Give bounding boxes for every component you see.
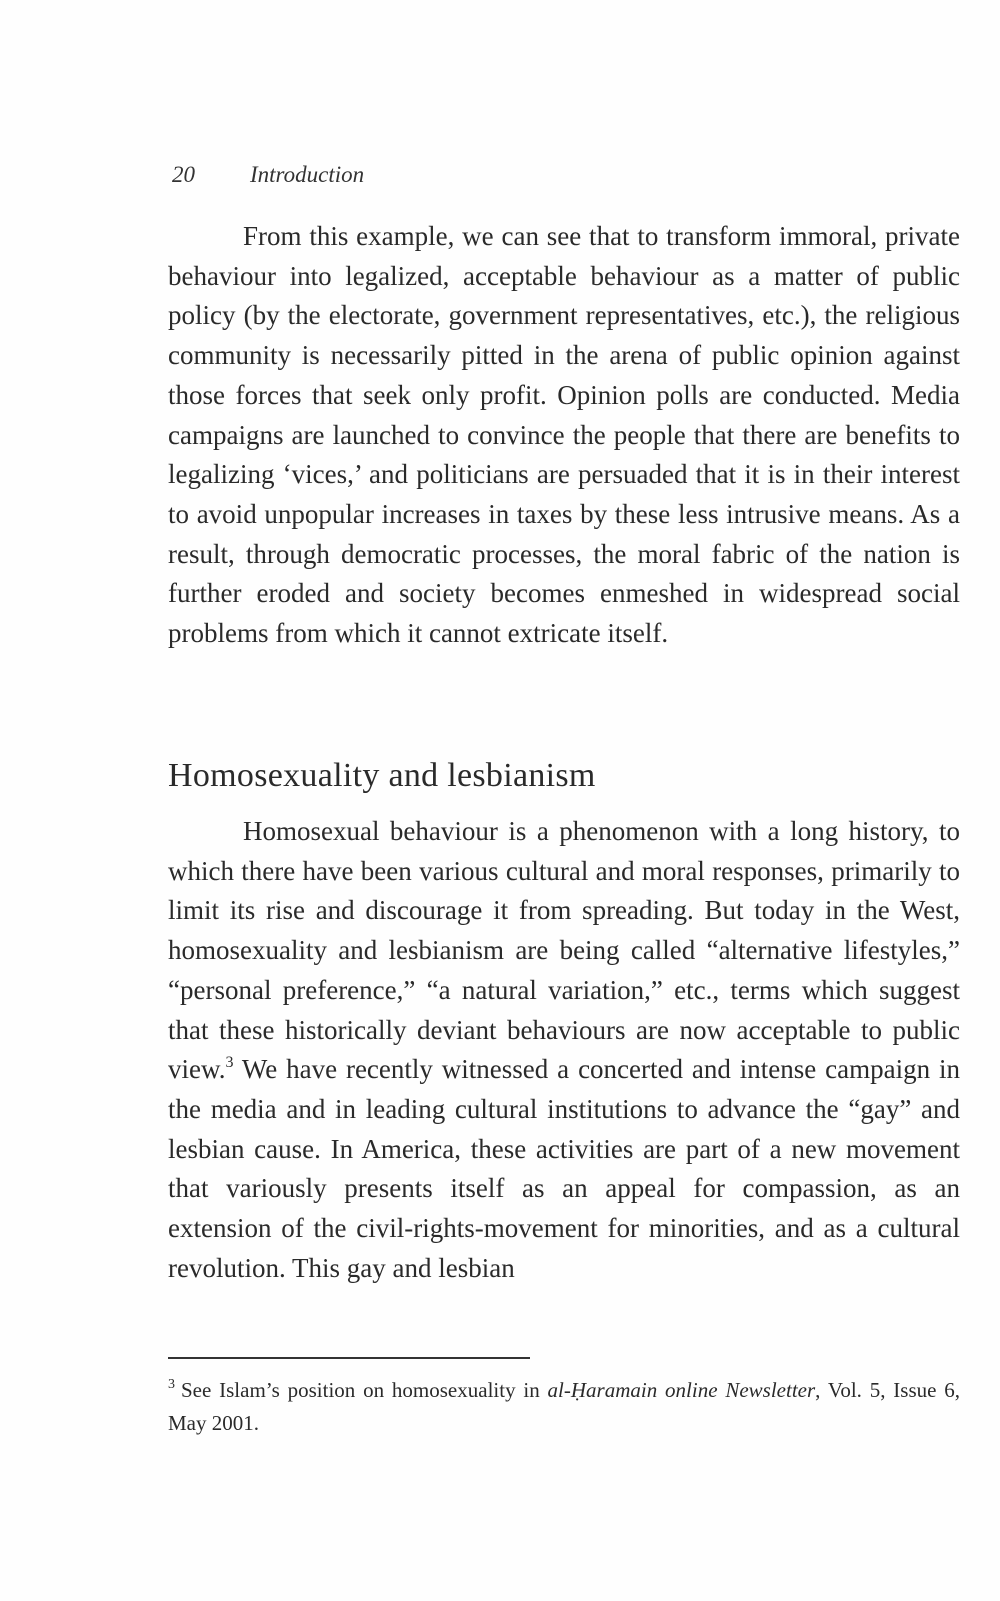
- section-title: Introduction: [250, 162, 365, 187]
- page-number: 20: [172, 162, 195, 187]
- body-paragraph-2: [168, 812, 960, 1288]
- body-paragraph-1: From this example, we can see that to transform immoral, private behaviour into legalized, acceptable behaviour as a matter of public policy (by the electorate, government representatives, etc.), the religious community is necessarily pitted in the arena of public opinion against those forces that seek only profit. Opinion polls are conducted. Media campaigns are launched to convince the people that there are benefits to legalizing ‘vices,’ and politicians are persuaded that it is in their interest to avoid unpopular increases in taxes by these less intrusive means. As a result, through democratic processes, the moral fabric of the nation is further eroded and society becomes enmeshed in widespread social problems from which it cannot extricate itself.: [168, 221, 960, 649]
- running-head: [172, 162, 364, 188]
- footnote: [168, 1374, 960, 1440]
- footnote-text-after: , Vol. 5, Issue 6, May 2001.: [168, 1378, 961, 1435]
- section-heading: Homosexuality and lesbianism: [168, 757, 596, 794]
- paragraph-text-part-1: Homosexual behaviour is a phenomenon with a long history, to which there have been various cultural and moral responses, primarily to limit its rise and discourage it from spreading. But today in the West, homosexuality and lesbianism are being called “alternative lifestyles,” “personal preference,” “a natural variation,” etc., terms which suggest that these historically deviant behaviours are now acceptable to public view.: [168, 816, 960, 1085]
- footnote-marker: 3: [168, 1377, 175, 1392]
- footnote-publication-title: al-Ḥaramain online Newsletter: [547, 1378, 816, 1402]
- footnote-reference[interactable]: 3: [225, 1054, 234, 1072]
- footnote-separator: [168, 1357, 530, 1359]
- footnote-text-before: See Islam’s position on homosexuality in: [181, 1378, 548, 1402]
- paragraph-text-part-2: We have recently witnessed a concerted and intense campaign in the media and in leading cultural institutions to advance the “gay” and lesbian cause. In America, these activities are part of a new movement that variously presents itself as an appeal for compassion, as an extension of the civil-rights-movement for minorities, and as a cultural revolution. This gay and lesbian: [168, 1054, 960, 1283]
